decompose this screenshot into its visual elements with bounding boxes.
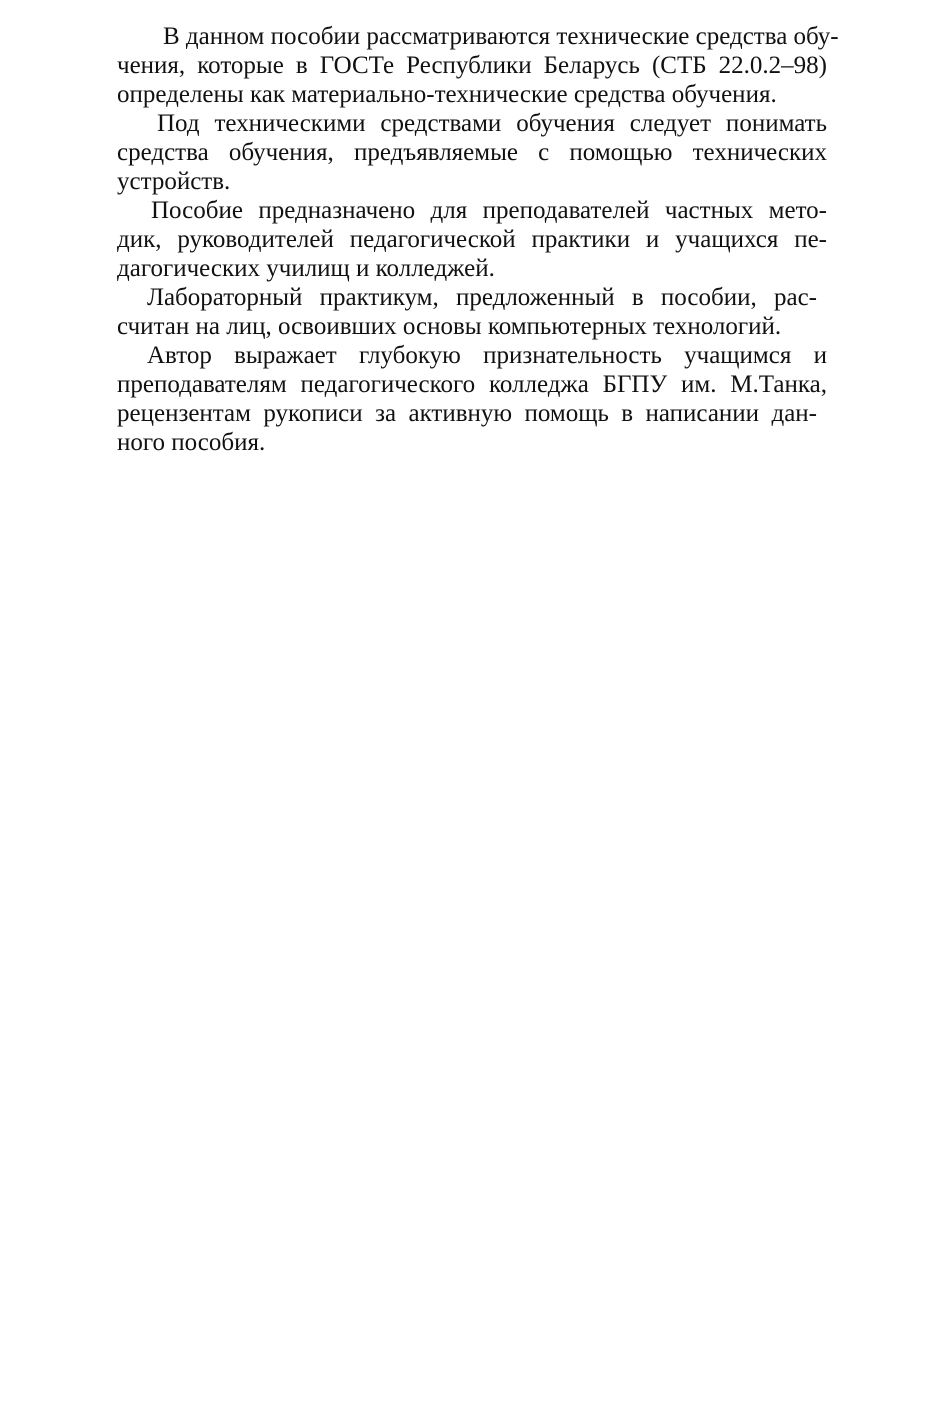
paragraph-line: дагогических училищ и колледжей. [117, 255, 495, 282]
paragraph-line: устройств. [117, 168, 231, 195]
paragraph-acknowledgement [117, 341, 827, 457]
paragraph-line: определены как материально-технические средства обучения. [117, 81, 777, 108]
paragraph-lab-practicum [117, 283, 827, 341]
paragraph-line: Под техническими средствами обучения следует понимать [157, 110, 827, 137]
paragraph-line: Автор выражает глубокую признательность учащимся и [147, 342, 827, 369]
paragraph-line: В данном пособии рассматриваются технические средства обу- [163, 23, 839, 50]
paragraph-line: преподавателям педагогического колледжа БГПУ им. М.Танка, [117, 371, 827, 398]
paragraph-line: Пособие предназначено для преподавателей частных мето- [151, 197, 827, 224]
paragraph-line: считан на лиц, освоивших основы компьютерных технологий. [117, 313, 782, 340]
paragraph-audience [117, 196, 827, 283]
paragraph-line: ного пособия. [117, 429, 266, 456]
paragraph-line: средства обучения, предъявляемые с помощью технических [117, 139, 827, 166]
paragraph-line: дик, руководителей педагогической практики и учащихся пе- [117, 226, 827, 253]
paragraph-line: рецензентам рукописи за активную помощь в написании дан- [117, 400, 817, 427]
paragraph-definition [117, 109, 827, 196]
paragraph-line: Лабораторный практикум, предложенный в пособии, рас- [147, 284, 817, 311]
preface-text [117, 22, 839, 457]
paragraph-intro [117, 22, 839, 109]
paragraph-line: чения, которые в ГОСТе Республики Беларусь (СТБ 22.0.2–98) [117, 52, 827, 79]
